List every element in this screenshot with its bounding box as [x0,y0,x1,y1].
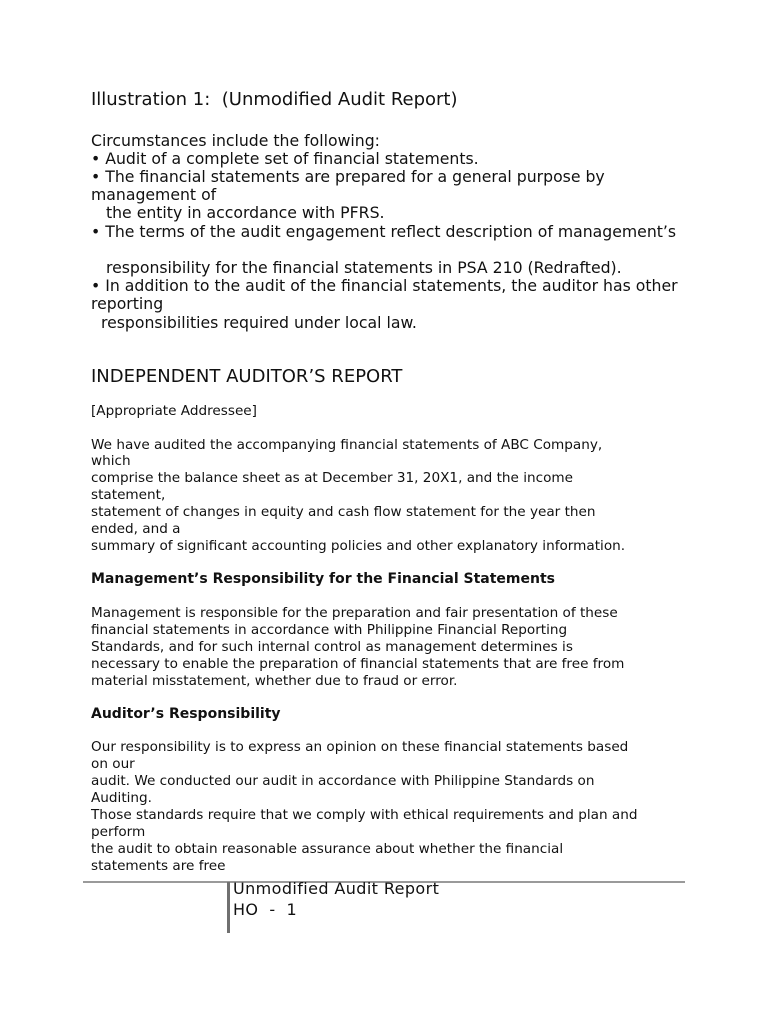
blank-line [91,241,678,259]
circumstances-line: • Audit of a complete set of financial statements. [91,148,479,168]
section-line: the audit to obtain reasonable assurance about whether the financial [91,840,564,857]
circumstances-line: the entity in accordance with PFRS. [91,203,385,223]
section-line: perform [91,823,146,840]
circumstances-line: • The financial statements are prepared for a general purpose by [91,167,605,187]
section-body-management [91,605,624,690]
circumstances-line: management of [91,185,217,205]
section-body-auditor [91,739,637,875]
circumstances-line: responsibilities required under local law. [91,312,417,332]
circumstances-block [91,132,678,332]
circumstances-line: reporting [91,294,164,314]
footer-title: Unmodified Audit Report [233,879,440,898]
report-intro-line: which [91,453,131,470]
circumstances-line: • The terms of the audit engagement reflect description of management’s [91,221,677,241]
section-line: Auditing. [91,789,152,806]
section-line: Management is responsible for the preparation and fair presentation of these [91,604,618,621]
section-heading-auditor: Auditor’s Responsibility [91,705,281,722]
section-line: Those standards require that we comply with ethical requirements and plan and [91,806,638,823]
footer-page-label: HO - 1 [233,900,298,919]
report-intro-paragraph [91,437,625,555]
circumstances-line: responsibility for the financial statements in PSA 210 (Redrafted). [91,258,622,277]
illustration-title: Illustration 1: (Unmodified Audit Report) [91,89,458,110]
report-intro-line: ended, and a [91,520,181,537]
circumstances-line: • In addition to the audit of the financial statements, the auditor has other [91,276,678,296]
section-line: statements are free [91,857,226,874]
section-line: material misstatement, whether due to fraud or error. [91,672,458,689]
section-heading-management: Management’s Responsibility for the Financial Statements [91,570,555,587]
report-intro-line: We have audited the accompanying financial statements of ABC Company, [91,436,603,453]
report-intro-line: summary of significant accounting policies and other explanatory information. [91,537,626,554]
circumstances-intro: Circumstances include the following: [91,130,380,150]
report-intro-line: comprise the balance sheet as at December 31, 20X1, and the income [91,470,574,487]
addressee: [Appropriate Addressee] [91,402,257,419]
section-line: audit. We conducted our audit in accordance with Philippine Standards on [91,772,595,789]
section-line: financial statements in accordance with Philippine Financial Reporting [91,621,568,638]
report-intro-line: statement, [91,487,166,504]
report-intro-line: statement of changes in equity and cash flow statement for the year then [91,503,596,520]
section-line: on our [91,755,135,772]
report-title: INDEPENDENT AUDITOR’S REPORT [91,365,403,387]
section-line: Our responsibility is to express an opinion on these financial statements based [91,738,629,755]
section-line: necessary to enable the preparation of financial statements that are free from [91,655,625,672]
footer-divider [227,882,230,933]
section-line: Standards, and for such internal control as management determines is [91,638,573,655]
